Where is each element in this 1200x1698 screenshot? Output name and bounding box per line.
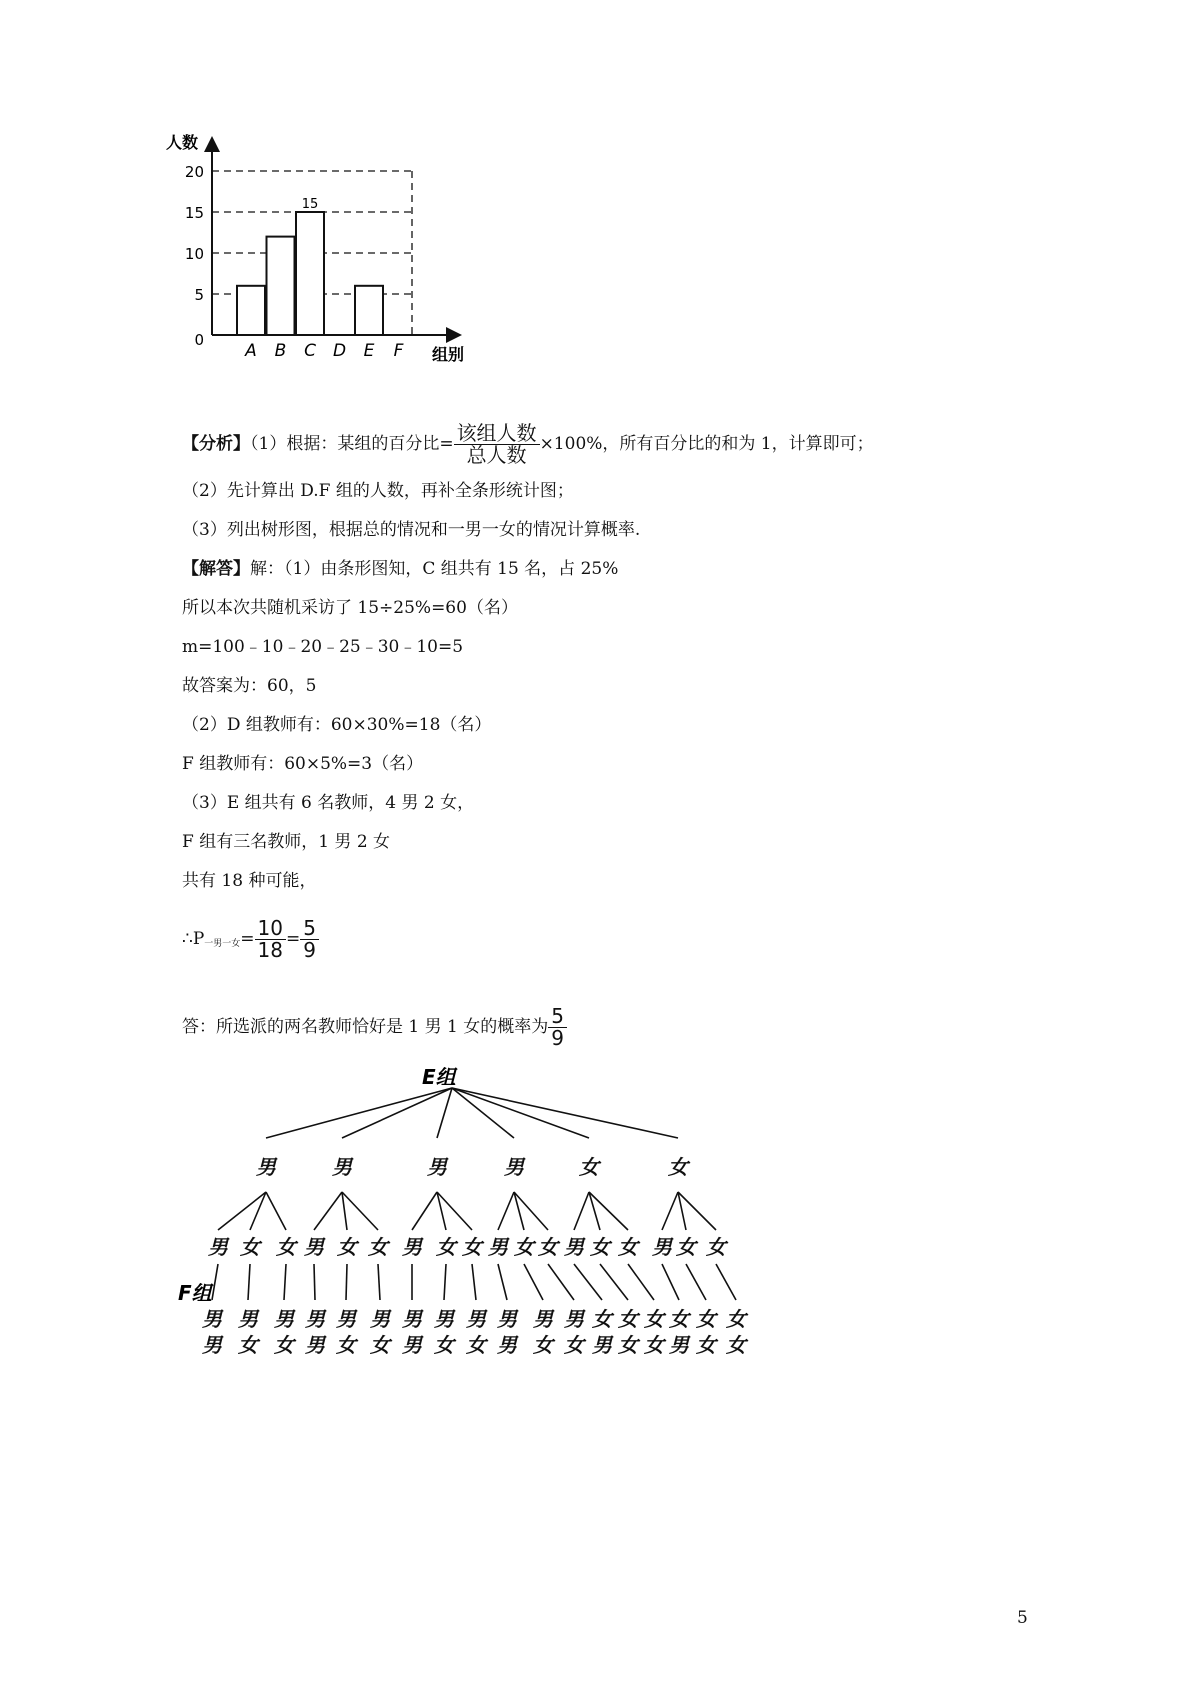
f-node-13: 男 <box>564 1235 584 1259</box>
e-node-5: 女 <box>579 1155 599 1179</box>
analysis-line-1: 【分析】（1）根据：某组的百分比= $\frac{\text{该组人数}}{\text{总人数}}$ ×100%，所有百分比的和为 1，计算即可； <box>182 421 874 467</box>
branch-e5-f1 <box>574 1192 589 1230</box>
outcome-link-18 <box>716 1264 736 1300</box>
f-node-18: 女 <box>706 1235 726 1259</box>
e-node-4: 男 <box>504 1155 524 1179</box>
x-axis-label: 组别 <box>432 345 465 364</box>
x-tick-D: D <box>332 341 347 361</box>
branch-e2-f2 <box>342 1192 347 1230</box>
probability-fraction-2: $\frac{5}{9}$ <box>300 918 319 961</box>
outcome-bottom-16: 男 <box>669 1333 689 1357</box>
analysis-line-2: （2）先计算出 D.F 组的人数，再补全条形统计图； <box>182 481 574 501</box>
outcome-bottom-4: 男 <box>305 1333 325 1357</box>
percent-formula-fraction: $\frac{\text{该组人数}}{\text{总人数}}$ <box>454 423 540 466</box>
outcome-top-1: 男 <box>202 1307 222 1331</box>
x-tick-C: C <box>304 341 316 361</box>
probability-fraction-1: $\frac{10}{18}$ <box>255 918 286 961</box>
x-tick-E: E <box>363 341 375 361</box>
solution-line-9: 共有 18 种可能， <box>182 871 317 891</box>
y-tick-0: 0 <box>194 331 204 349</box>
x-tick-labels <box>244 341 403 361</box>
outcome-top-7: 男 <box>402 1307 422 1331</box>
outcome-bottom-9: 女 <box>466 1333 486 1357</box>
branch-e2-f1 <box>314 1192 342 1230</box>
outcome-top-3: 男 <box>274 1307 294 1331</box>
outcome-link-6 <box>378 1264 380 1300</box>
data-label-C: 15 <box>301 197 319 212</box>
outcome-top-15: 女 <box>644 1307 664 1331</box>
f-node-4: 男 <box>304 1235 324 1259</box>
outcome-bottom-14: 女 <box>618 1333 638 1357</box>
outcome-top-5: 男 <box>336 1307 356 1331</box>
branch-root-e6 <box>452 1088 678 1138</box>
solution-line-5: （2）D 组教师有：60×30%=18（名） <box>182 715 492 735</box>
f-node-16: 男 <box>652 1235 672 1259</box>
f-node-2: 女 <box>240 1235 260 1259</box>
bar-B <box>267 237 295 335</box>
outcome-link-11 <box>524 1264 543 1300</box>
f-node-17: 女 <box>676 1235 696 1259</box>
outcome-top-16: 女 <box>669 1307 689 1331</box>
f-node-12: 女 <box>538 1235 558 1259</box>
solution-line-4: 故答案为：60，5 <box>182 676 317 696</box>
outcome-bottom-10: 男 <box>497 1333 517 1357</box>
solution-line-3: m=100﹣10﹣20﹣25﹣30﹣10=5 <box>182 637 464 657</box>
f-node-11: 女 <box>514 1235 534 1259</box>
outcome-top-4: 男 <box>305 1307 325 1331</box>
analysis-line-3: （3）列出树形图，根据总的情况和一男一女的情况计算概率. <box>182 520 641 540</box>
y-tick-5: 5 <box>194 286 204 304</box>
answer-line: 答：所选派的两名教师恰好是 1 男 1 女的概率为 $\frac{5}{9}$ <box>182 1006 567 1049</box>
outcome-bottom-17: 女 <box>696 1333 716 1357</box>
f-node-1: 男 <box>208 1235 228 1259</box>
tree-diagram <box>170 1060 850 1430</box>
branch-e3-f1 <box>412 1192 437 1230</box>
outcome-bottom-2: 女 <box>238 1333 258 1357</box>
outcome-bottom-1: 男 <box>202 1333 222 1357</box>
probability-line: $\therefore P_{一男一女}=$ $\frac{10}{18}$ = $\frac{5}{9}$ <box>182 918 319 961</box>
outcome-link-8 <box>444 1264 446 1300</box>
outcome-top-14: 女 <box>618 1307 638 1331</box>
outcome-link-17 <box>686 1264 706 1300</box>
f-node-7: 男 <box>402 1235 422 1259</box>
outcome-bottom-11: 女 <box>533 1333 553 1357</box>
solution-label: 【解答】 <box>182 559 250 579</box>
outcome-bottom-5: 女 <box>336 1333 356 1357</box>
e-node-6: 女 <box>668 1155 688 1179</box>
e-node-3: 男 <box>427 1155 447 1179</box>
solution-line-1: 【解答】解：（1）由条形图知，C 组共有 15 名，占 25% <box>182 559 619 579</box>
branch-e6-f3 <box>678 1192 716 1230</box>
solution-line-6: F 组教师有：60×5%=3（名） <box>182 754 424 774</box>
outcome-link-15 <box>628 1264 654 1300</box>
outcome-bottom-18: 女 <box>726 1333 746 1357</box>
outcome-link-3 <box>284 1264 286 1300</box>
outcome-top-6: 男 <box>370 1307 390 1331</box>
outcome-link-10 <box>498 1264 507 1300</box>
f-node-5: 女 <box>337 1235 357 1259</box>
outcome-top-10: 男 <box>497 1307 517 1331</box>
bar-A <box>237 286 265 335</box>
y-axis-label: 人数 <box>166 133 199 152</box>
outcome-top-18: 女 <box>726 1307 746 1331</box>
solution-line-8: F 组有三名教师，1 男 2 女 <box>182 832 391 852</box>
f-node-3: 女 <box>276 1235 296 1259</box>
outcome-bottom-12: 女 <box>564 1333 584 1357</box>
outcome-top-8: 男 <box>434 1307 454 1331</box>
outcome-bottom-3: 女 <box>274 1333 294 1357</box>
outcome-bottom-6: 女 <box>370 1333 390 1357</box>
outcome-link-9 <box>472 1264 476 1300</box>
bar-E <box>355 286 383 335</box>
tree-labels <box>202 1155 749 1357</box>
analysis-label: 【分析】 <box>182 434 250 454</box>
outcome-top-13: 女 <box>592 1307 612 1331</box>
e-node-2: 男 <box>332 1155 352 1179</box>
y-tick-20: 20 <box>184 163 204 181</box>
outcome-link-2 <box>248 1264 250 1300</box>
outcome-top-2: 男 <box>238 1307 258 1331</box>
outcome-bottom-7: 男 <box>402 1333 422 1357</box>
bar-chart <box>160 130 500 390</box>
f-group-label: F组 <box>178 1281 212 1305</box>
e-node-1: 男 <box>256 1155 276 1179</box>
f-node-14: 女 <box>590 1235 610 1259</box>
branch-e4-f1 <box>498 1192 514 1230</box>
branch-e6-f1 <box>662 1192 678 1230</box>
tree-branches <box>212 1088 736 1300</box>
f-node-9: 女 <box>462 1235 482 1259</box>
f-node-10: 男 <box>488 1235 508 1259</box>
bar-C <box>296 212 324 335</box>
x-tick-F: F <box>393 341 404 361</box>
page-number: 5 <box>1017 1608 1028 1628</box>
solution-line-7: （3）E 组共有 6 名教师，4 男 2 女， <box>182 793 475 813</box>
solution-line-2: 所以本次共随机采访了 15÷25%=60（名） <box>182 598 518 618</box>
outcome-bottom-15: 女 <box>644 1333 664 1357</box>
branch-e2-f3 <box>342 1192 378 1230</box>
outcome-top-12: 男 <box>564 1307 584 1331</box>
x-tick-B: B <box>274 341 287 361</box>
y-tick-labels <box>185 163 204 349</box>
f-node-15: 女 <box>618 1235 638 1259</box>
x-tick-A: A <box>245 341 257 361</box>
outcome-link-4 <box>314 1264 315 1300</box>
outcome-bottom-8: 女 <box>434 1333 454 1357</box>
f-node-8: 女 <box>436 1235 456 1259</box>
outcome-bottom-13: 男 <box>592 1333 612 1357</box>
outcome-link-14 <box>600 1264 628 1300</box>
branch-root-e3 <box>437 1088 452 1138</box>
outcome-top-11: 男 <box>533 1307 553 1331</box>
y-tick-10: 10 <box>184 245 204 263</box>
outcome-top-9: 男 <box>466 1307 486 1331</box>
outcome-link-5 <box>346 1264 347 1300</box>
outcome-top-17: 女 <box>696 1307 716 1331</box>
bars <box>237 197 383 335</box>
y-tick-15: 15 <box>184 204 204 222</box>
f-node-6: 女 <box>368 1235 388 1259</box>
outcome-link-16 <box>662 1264 679 1300</box>
outcome-link-13 <box>574 1264 602 1300</box>
answer-fraction: $\frac{5}{9}$ <box>548 1006 567 1049</box>
outcome-link-1 <box>212 1264 218 1300</box>
outcome-link-12 <box>548 1264 574 1300</box>
branch-e1-f3 <box>266 1192 286 1230</box>
tree-root-label: E组 <box>422 1065 456 1089</box>
